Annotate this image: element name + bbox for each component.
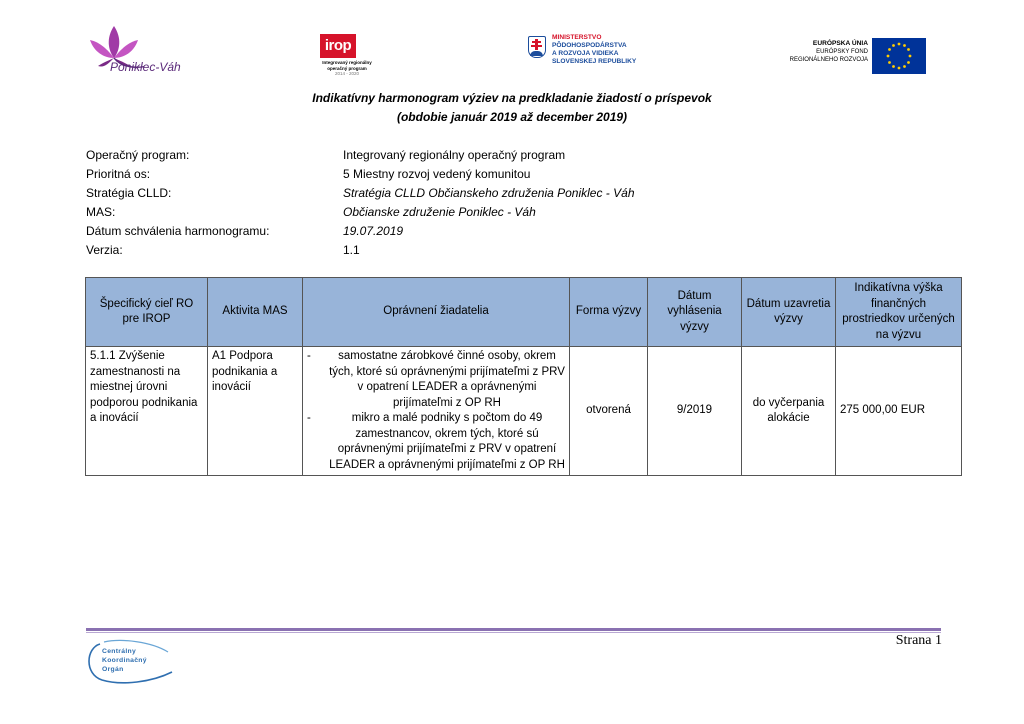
info-value-program: Integrovaný regionálny operačný program bbox=[343, 148, 566, 162]
irop-logo bbox=[312, 34, 382, 80]
table-header-row bbox=[86, 278, 962, 347]
irop-caption: Integrovaný regionálny operačný program 2014 - 2020 bbox=[322, 60, 372, 76]
info-label-approval-date: Dátum schválenia harmonogramu: bbox=[86, 224, 270, 238]
header-specific-goal: Špecifický cieľ RO pre IROP bbox=[86, 278, 208, 347]
info-label-clld-strategy: Stratégia CLLD: bbox=[86, 186, 172, 200]
info-label-program: Operačný program: bbox=[86, 148, 190, 162]
eu-logo-text: EURÓPSKA ÚNIA EURÓPSKY FOND REGIONÁLNEHO ROZVOJA bbox=[789, 40, 868, 63]
poniklec-vah-logo bbox=[84, 22, 204, 84]
cell-applicants bbox=[303, 347, 570, 476]
document-subtitle: (obdobie január 2019 až december 2019) bbox=[396, 110, 628, 124]
header-announce-date: Dátum vyhlásenia výzvy bbox=[648, 278, 742, 347]
footer-rule-thin bbox=[86, 632, 941, 633]
cell-call-form: otvorená bbox=[570, 347, 648, 476]
cell-activity: A1 Podpora podnikania a inovácií bbox=[208, 347, 303, 476]
info-label-priority-axis: Prioritná os: bbox=[86, 167, 151, 181]
slovak-crest-icon bbox=[528, 36, 546, 58]
cell-close-date: do vyčerpania alokácie bbox=[742, 347, 836, 476]
cko-logo-text: Centrálny Koordinačný Orgán bbox=[102, 648, 147, 673]
footer-rule bbox=[86, 628, 941, 631]
info-value-clld-strategy: Stratégia CLLD Občianskeho združenia Poniklec - Váh bbox=[343, 186, 635, 200]
applicants-list bbox=[307, 349, 565, 473]
info-value-mas: Občianske združenie Poniklec - Váh bbox=[343, 205, 536, 219]
cell-announce-date: 9/2019 bbox=[648, 347, 742, 476]
irop-mark: irop bbox=[320, 34, 356, 58]
cell-specific-goal: 5.1.1 Zvýšenie zamestnanosti na miestnej úrovni podporou podnikania a inovácií bbox=[86, 347, 208, 476]
cell-amount: 275 000,00 EUR bbox=[836, 347, 962, 476]
call-schedule-table bbox=[85, 277, 962, 476]
page-number: Strana 1 bbox=[895, 633, 942, 648]
applicant-item: - samostatne zárobkové činné osoby, okrem tých, ktoré sú oprávnenými prijímateľmi z PRV v opatrení LEADER a oprávnenými prijímateľmi z OP RH bbox=[307, 349, 565, 411]
info-value-priority-axis: 5 Miestny rozvoj vedený komunitou bbox=[343, 167, 531, 181]
ministry-logo bbox=[528, 34, 648, 74]
info-value-version: 1.1 bbox=[343, 243, 360, 257]
eu-flag-icon bbox=[872, 38, 926, 74]
eu-fund-logo bbox=[770, 38, 930, 78]
info-label-version: Verzia: bbox=[86, 243, 123, 257]
header-close-date: Dátum uzavretia výzvy bbox=[742, 278, 836, 347]
applicant-item: - mikro a malé podniky s počtom do 49 zamestnancov, okrem tých, ktoré sú oprávnenými prijímateľmi z PRV v opatrení LEADER a oprávnenými prijímateľmi z OP RH bbox=[307, 411, 565, 473]
header-amount: Indikatívna výška finančných prostriedkov určených na výzvu bbox=[836, 278, 962, 347]
poniklec-logo-text: Poniklec-Váh bbox=[110, 60, 181, 74]
info-value-approval-date: 19.07.2019 bbox=[343, 224, 404, 238]
cko-logo bbox=[82, 638, 182, 686]
header-activity: Aktivita MAS bbox=[208, 278, 303, 347]
info-label-mas: MAS: bbox=[86, 205, 116, 219]
header-applicants: Oprávnení žiadatelia bbox=[303, 278, 570, 347]
document-title: Indikatívny harmonogram výziev na predkladanie žiadostí o príspevok bbox=[312, 91, 712, 105]
header-call-form: Forma výzvy bbox=[570, 278, 648, 347]
ministry-logo-text: MINISTERSTVO PÔDOHOSPODÁRSTVA A ROZVOJA VIDIEKA SLOVENSKEJ REPUBLIKY bbox=[552, 34, 637, 65]
table-row bbox=[86, 347, 962, 476]
